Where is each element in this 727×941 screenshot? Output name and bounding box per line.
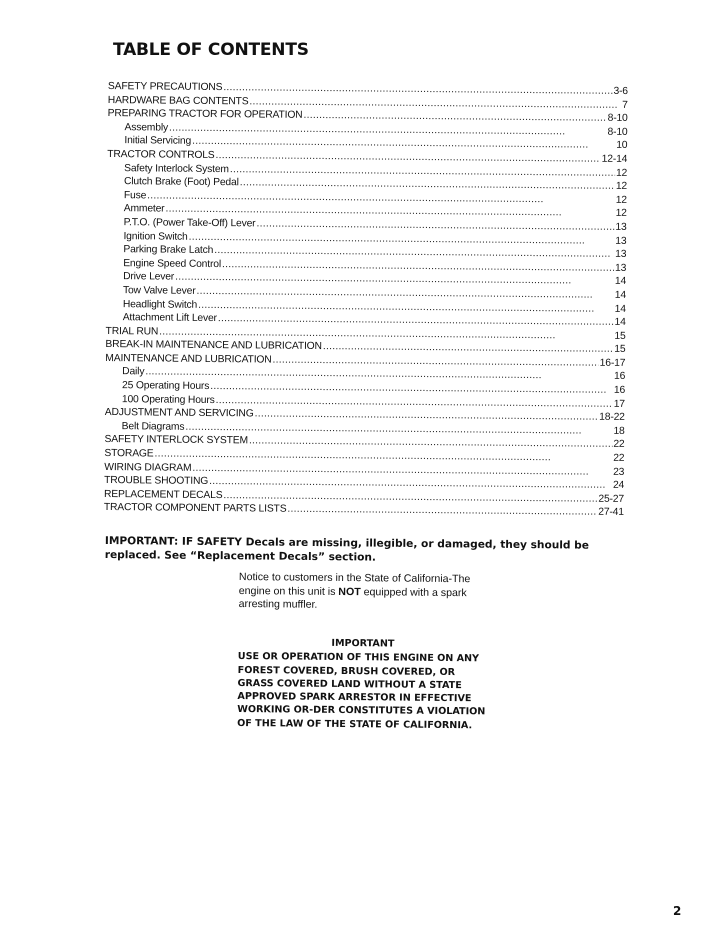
toc-entry-label: Safety Interlock System (124, 162, 229, 175)
toc-entry-page: 10 (616, 140, 628, 152)
toc-entry-page: 16 (613, 384, 626, 397)
toc-entry-label: 25 Operating Hours (122, 380, 210, 393)
toc-entry-label: PREPARING TRACTOR FOR OPERATION (107, 108, 303, 122)
toc-entry-page: 12 (615, 181, 628, 193)
toc-entry-label: P.T.O. (Power Take-Off) Lever (123, 217, 256, 230)
toc-entry-page: 3-6 (613, 85, 628, 97)
toc-entry-page: 12 (615, 167, 628, 179)
table-of-contents (104, 80, 628, 520)
toc-entry-label: TRACTOR COMPONENT PARTS LISTS (103, 502, 287, 516)
toc-entry-label: Assembly (124, 121, 169, 134)
warning-body: USE OR OPERATION OF THIS ENGINE ON ANY FOREST COVERED, BRUSH COVERED, OR GRASS COVERED LAND WITHOUT A STATE APPROVED SPARK ARRESTOR IN EFFECTIVE WORKING OR-DER CONSTITUTES A VIOLATION OF THE LAW OF THE STATE OF CALIFORNIA. (237, 651, 486, 732)
toc-entry-page: 22 (613, 439, 625, 451)
toc-entry-page: 13 (615, 262, 627, 274)
toc-entry-label: SAFETY PRECAUTIONS (107, 80, 223, 94)
toc-entry-page: 14 (614, 316, 626, 329)
toc-entry-page: 25-27 (598, 493, 625, 505)
dot-leader (287, 503, 597, 520)
toc-entry-label: Engine Speed Control (123, 257, 222, 270)
toc-entry-label: Drive Lever (123, 271, 175, 283)
toc-entry-page: 18 (613, 425, 625, 437)
toc-entry-page: 13 (615, 235, 627, 247)
toc-entry-page: 15 (614, 344, 626, 356)
toc-entry-page: 8-10 (607, 112, 628, 125)
toc-entry-page: 8-10 (607, 126, 628, 138)
toc-entry-page: 16 (613, 371, 626, 383)
toc-entry-page: 14 (614, 303, 626, 315)
california-notice (239, 571, 489, 614)
toc-entry-label: Initial Servicing (124, 135, 192, 148)
toc-entry-label: 100 Operating Hours (121, 393, 215, 406)
toc-entry-page: 18-22 (599, 411, 625, 424)
toc-entry-page: 14 (614, 276, 627, 288)
california-warning (237, 636, 488, 732)
toc-entry-page: 17 (613, 398, 625, 410)
toc-entry-label: WIRING DIAGRAM (104, 461, 192, 474)
toc-entry-label: SAFETY INTERLOCK SYSTEM (104, 434, 249, 447)
warning-heading: IMPORTANT (331, 637, 395, 650)
toc-entry-label: TRIAL RUN (105, 325, 159, 338)
toc-entry-label: REPLACEMENT DECALS (103, 488, 223, 501)
toc-entry-label: Tow Valve Lever (122, 285, 196, 297)
toc-entry-label: Ammeter (123, 203, 165, 215)
toc-entry-page: 23 (613, 466, 625, 478)
notice-text-end: equipped with a spark arresting muffler. (238, 585, 467, 611)
toc-entry-label: STORAGE (104, 448, 154, 460)
toc-entry-label: Daily (122, 366, 145, 378)
toc-entry-label: MAINTENANCE AND LUBRICATION (105, 352, 272, 366)
toc-entry-label: TROUBLE SHOOTING (104, 475, 209, 488)
notice-emphasis: NOT (338, 585, 361, 598)
toc-entry-page: 13 (615, 249, 627, 261)
toc-entry-label: Clutch Brake (Foot) Pedal (123, 176, 239, 189)
important-note: IMPORTANT: IF SAFETY Decals are missing, illegible, or damaged, they should be replaced. See “Replacement Decals” section. (104, 534, 590, 564)
toc-entry-page: 16-17 (599, 357, 626, 369)
toc-entry-page: 12 (615, 194, 627, 206)
page-title: TABLE OF CONTENTS (113, 40, 309, 60)
page-number: 2 (673, 904, 682, 918)
toc-entry-label: Attachment Lift Lever (122, 312, 217, 325)
toc-entry-page: 12-14 (601, 153, 628, 165)
toc-entry-page: 22 (613, 452, 625, 465)
toc-entry-page: 7 (622, 99, 628, 111)
toc-entry-label: Belt Diagrams (121, 420, 185, 433)
toc-entry-page: 14 (614, 289, 627, 301)
toc-entry-page: 13 (615, 221, 627, 233)
toc-entry-label: BREAK-IN MAINTENANCE AND LUBRICATION (105, 339, 322, 353)
toc-entry-label: Headlight Switch (122, 298, 198, 311)
toc-entry-page: 12 (615, 208, 627, 220)
toc-entry-page: 27-41 (598, 507, 624, 519)
toc-entry-page: 15 (614, 330, 626, 342)
toc-entry-label: Parking Brake Latch (123, 244, 214, 257)
toc-entry-label: TRACTOR CONTROLS (107, 148, 215, 161)
notice-text-start: Notice to customers in the State of California-The engine on this unit is (238, 571, 471, 598)
toc-entry-page: 24 (612, 480, 625, 492)
toc-entry-label: Fuse (123, 189, 147, 202)
toc-entry-label: Ignition Switch (123, 230, 188, 243)
toc-entry-label: ADJUSTMENT AND SERVICING (104, 407, 254, 420)
toc-entry-label: HARDWARE BAG CONTENTS (107, 94, 249, 107)
